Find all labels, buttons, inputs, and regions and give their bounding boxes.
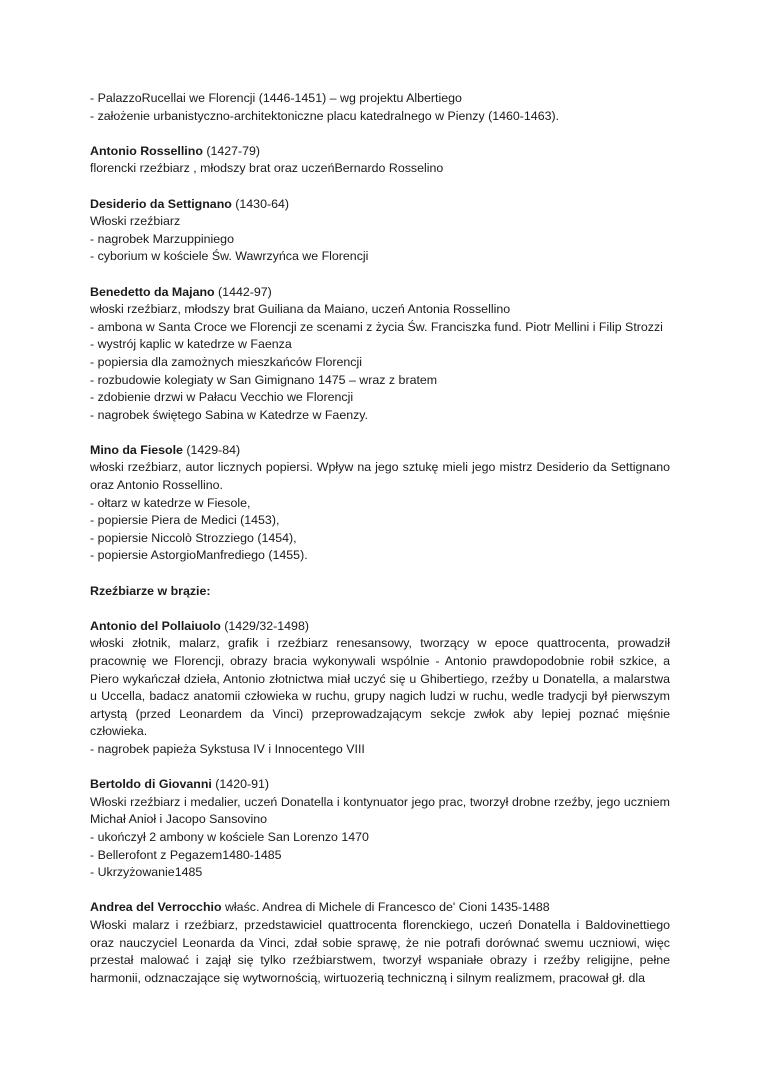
artist-name: Mino da Fiesole (90, 442, 183, 457)
artist-line: - rozbudowie kolegiaty w San Gimignano 1475 – wraz z bratem (90, 372, 438, 387)
artist-heading-fiesole (90, 442, 670, 460)
artist-name: Antonio del Pollaiuolo (90, 618, 221, 633)
artist-name: Desiderio da Settignano (90, 196, 232, 211)
artist-description: Włoski malarz i rzeźbiarz, przedstawiciel quattrocenta florenckiego, uczeń Donatella i Baldovinettiego oraz nauczyciel Leonarda da Vinci, zdał sobie sprawę, że nie potrafi dorównać swemu uczniowi, więc przestał malować i zajął się tylko rzeźbiarstwem, tworzył wspaniałe obrazy i rzeźby religijne, pełne harmonii, odznaczające się wytwornością, wirtuozerią techniczną i silnym realizmem, pracował gł. dla (90, 917, 670, 985)
artist-line: - nagrobek papieża Sykstusa IV i Innocentego VIII (90, 741, 365, 756)
artist-line: - nagrobek Marzuppiniego (90, 231, 234, 246)
artist-heading-pollaiuolo (90, 618, 670, 636)
artist-line: - nagrobek świętego Sabina w Katedrze w Faenzy. (90, 407, 369, 422)
artist-dates: (1427-79) (202, 143, 261, 158)
artist-line: - cyborium w kościele Św. Wawrzyńca we Florencji (90, 249, 369, 264)
artist-name: Andrea del Verrocchio (90, 900, 222, 915)
artist-name: Benedetto da Majano (90, 284, 215, 299)
artist-line: - popiersie Niccolò Strozziego (1454), (90, 530, 297, 545)
artist-heading-bertoldo (90, 776, 670, 794)
artist-line: - popiersie Piera de Medici (1453), (90, 513, 280, 528)
artist-description: włoski złotnik, malarz, grafik i rzeźbiarz renesansowy, tworzący w epoce quattrocenta, prowadził pracownię we Florencji, obrazy bracia wykonywali wspólnie - Antonio prawdopodobnie robił szkice, a Piero wykańczał dzieła, Antonio złotnictwa miał uczyć się u Ghibertiego, rzeźby u Donatella, a malarstwa u Uccella, badacz anatomii człowieka w ruchu, grupy nagich ludzi w ruchu, wedle tradycji był pierwszym artystą (przed Leonardem da Vinci) przeprowadzającym sekcje zwłok aby lepiej poznać mięśnie człowieka. (90, 636, 670, 739)
intro-line: - założenie urbanistyczno-architektoniczne placu katedralnego w Pienzy (1460-1463). (90, 108, 560, 123)
artist-dates: (1420-91) (211, 777, 270, 792)
artist-description: włoski rzeźbiarz, młodszy brat Guiliana da Maiano, uczeń Antonia Rossellino (90, 302, 511, 317)
artist-line: - ambona w Santa Croce we Florencji ze scenami z życia Św. Franciszka fund. Piotr Mellini i Filip Strozzi (90, 319, 663, 334)
artist-line: - Ukrzyżowanie1485 (90, 865, 203, 880)
artist-line: - wystrój kaplic w katedrze w Faenza (90, 337, 292, 352)
artist-line: - ukończył 2 ambony w kościele San Lorenzo 1470 (90, 829, 369, 844)
artist-line: - popiersia dla zamożnych mieszkańców Florencji (90, 354, 363, 369)
artist-heading-majano (90, 284, 670, 302)
artist-line: florencki rzeźbiarz , młodszy brat oraz uczeńBernardo Rosselino (90, 161, 444, 176)
artist-description: Włoski rzeźbiarz i medalier, uczeń Donatella i kontynuator jego prac, tworzył drobne rzeźby, jego uczniem Michał Anioł i Jacopo Sansovino (90, 794, 670, 827)
artist-dates: (1430-64) (231, 196, 289, 211)
artist-line: - ołtarz w katedrze w Fiesole, (90, 495, 251, 510)
artist-heading-settignano (90, 196, 670, 214)
intro-line: - PalazzoRucellai we Florencji (1446-1451) – wg projektu Albertiego (90, 91, 462, 105)
artist-line: Włoski rzeźbiarz (90, 214, 181, 229)
artist-dates: (1429-84) (182, 442, 241, 457)
artist-name: Antonio Rossellino (90, 143, 203, 158)
document-page (90, 90, 670, 987)
section-heading-bronze: Rzeźbiarze w brązie: (90, 583, 211, 598)
artist-dates: właśc. Andrea di Michele di Francesco de' Cioni 1435-1488 (221, 900, 550, 915)
artist-line: - zdobienie drzwi w Pałacu Vecchio we Florencji (90, 390, 354, 405)
artist-line: - Bellerofont z Pegazem1480-1485 (90, 847, 282, 862)
artist-description: włoski rzeźbiarz, autor licznych popiersi. Wpływ na jego sztukę mieli jego mistrz Desiderio da Settignano oraz Antonio Rossellino. (90, 460, 670, 493)
artist-heading-verrocchio (90, 899, 670, 917)
artist-name: Bertoldo di Giovanni (90, 777, 212, 792)
artist-heading-rossellino (90, 143, 670, 161)
artist-dates: (1429/32-1498) (220, 618, 309, 633)
artist-line: - popiersie AstorgioManfrediego (1455). (90, 548, 308, 563)
artist-dates: (1442-97) (214, 284, 272, 299)
